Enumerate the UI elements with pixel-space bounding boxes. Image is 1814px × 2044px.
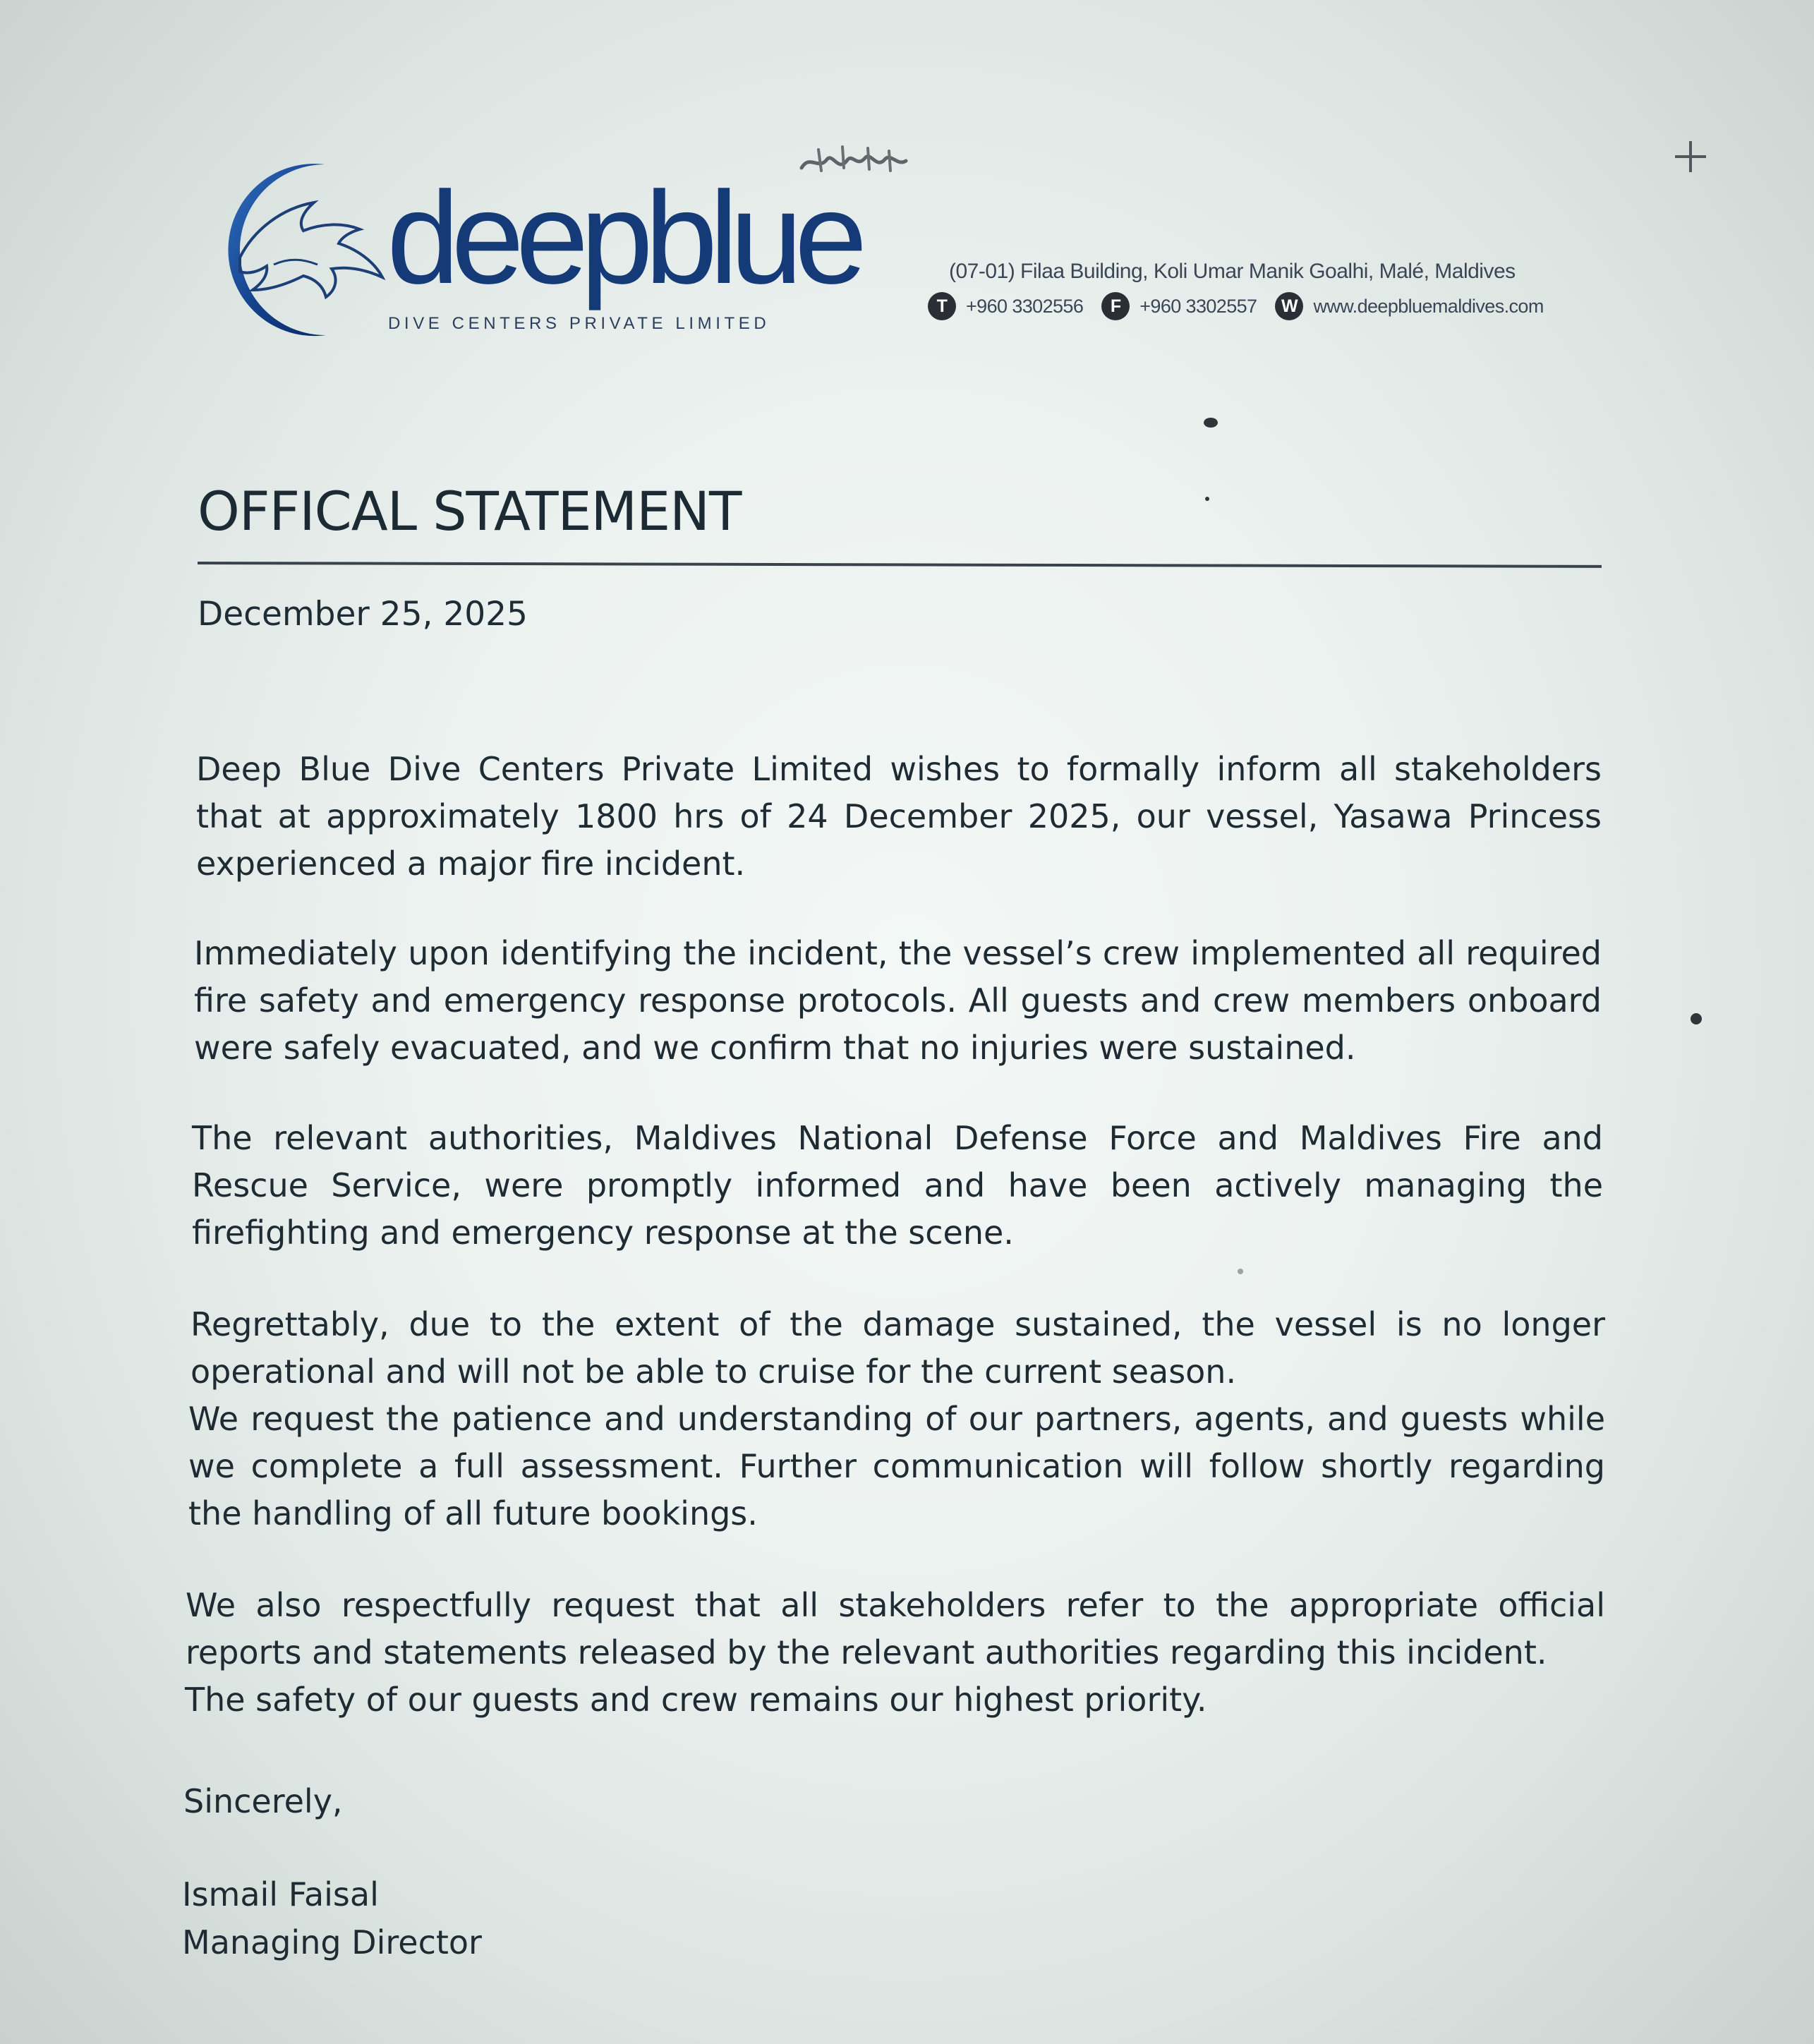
fax-number: +960 3302557 xyxy=(1139,295,1257,317)
dolphin-crescent-emblem xyxy=(198,159,409,342)
paragraph-incident: Deep Blue Dive Centers Private Limited wishes to formally inform all stakeholders that at approximately 1800 hrs of 24 December 2025, our vessel, Yasawa Princess experienced a major fire incident. xyxy=(196,750,1602,883)
brand-wordmark: deepblue xyxy=(387,165,859,311)
crosshair-icon xyxy=(1672,138,1709,175)
paper-speck xyxy=(1691,1013,1702,1024)
paper-speck xyxy=(1205,497,1209,501)
telephone-number: +960 3302556 xyxy=(966,295,1084,317)
telephone-icon: T xyxy=(928,292,956,320)
company-address: (07-01) Filaa Building, Koli Umar Manik Goalhi, Malé, Maldives xyxy=(949,260,1516,283)
contact-line xyxy=(928,292,1562,320)
website-address: www.deepbluemaldives.com xyxy=(1313,295,1544,317)
arabic-calligraphy-mark xyxy=(797,140,910,181)
closing-salutation: Sincerely, xyxy=(183,1782,343,1820)
signatory-title: Managing Director xyxy=(182,1923,482,1961)
statement-date: December 25, 2025 xyxy=(198,595,528,634)
statement-title: OFFICAL STATEMENT xyxy=(198,480,742,543)
signatory-name: Ismail Faisal xyxy=(182,1875,379,1913)
paper-speck xyxy=(1238,1269,1243,1274)
company-logo xyxy=(198,159,859,342)
brand-tagline: DIVE CENTERS PRIVATE LIMITED xyxy=(388,314,770,333)
paragraph-response: Immediately upon identifying the incident, the vessel’s crew implemented all required fire safety and emergency response protocols. All guests and crew members onboard were safely evacuated, and we confirm that no injuries were sustained. xyxy=(194,934,1602,1067)
paragraph-authorities: The relevant authorities, Maldives National Defense Force and Maldives Fire and Rescue Service, were promptly informed and have been actively managing the firefighting and emergency response at the scene. xyxy=(192,1119,1603,1252)
paper-speck xyxy=(1204,418,1218,428)
paragraph-vessel-status: Regrettably, due to the extent of the damage sustained, the vessel is no longer operational and will not be able to cruise for the current season. xyxy=(191,1305,1605,1391)
title-divider xyxy=(198,562,1602,568)
paragraph-safety-priority: The safety of our guests and crew remains our highest priority. xyxy=(185,1681,1207,1719)
paragraph-refer-reports: We also respectfully request that all stakeholders refer to the appropriate official reports and statements released by the relevant authorities regarding this incident. xyxy=(186,1586,1605,1671)
website-icon: W xyxy=(1275,292,1303,320)
paragraph-request-patience: We request the patience and understanding of our partners, agents, and guests while we complete a full assessment. Further communication will follow shortly regarding the handling of all future bookings. xyxy=(188,1400,1605,1532)
fax-icon: F xyxy=(1101,292,1130,320)
